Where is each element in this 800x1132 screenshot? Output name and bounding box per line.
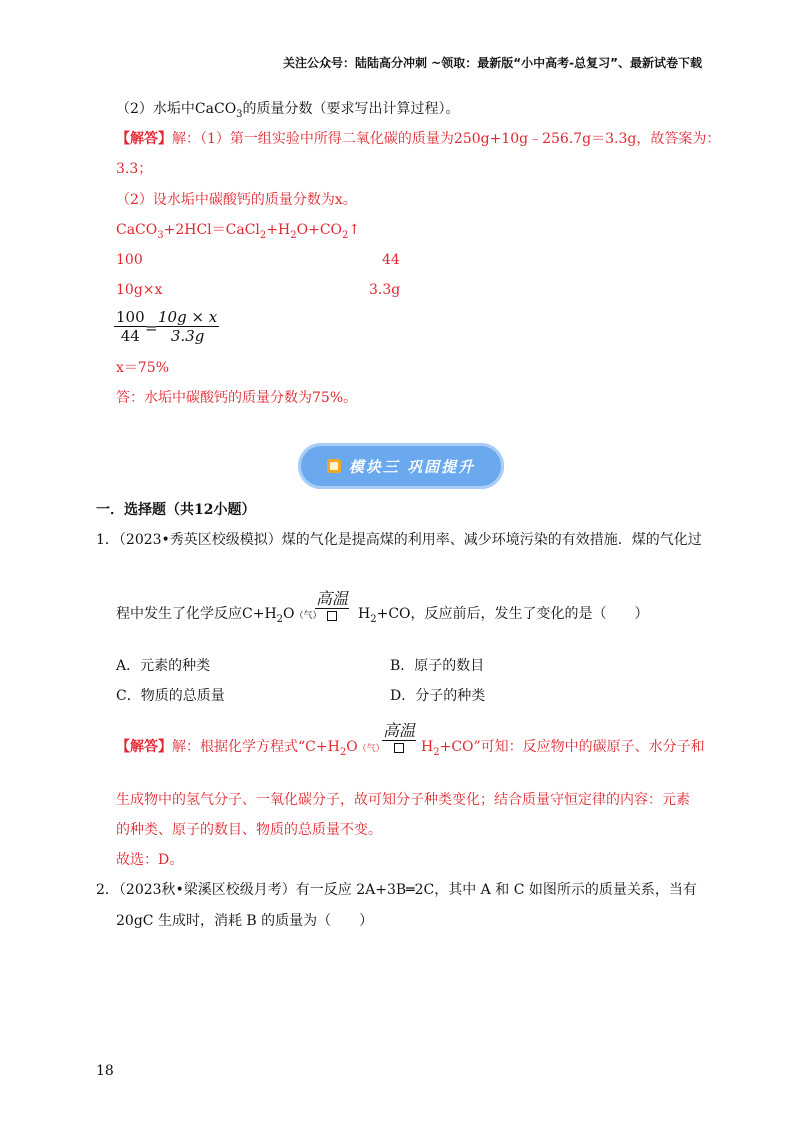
fraction-equals: = bbox=[145, 319, 158, 337]
option-d[interactable]: D．分子的种类 bbox=[390, 688, 486, 704]
q1-text: O bbox=[283, 606, 295, 622]
q2-formula: CaCO bbox=[194, 101, 237, 117]
fraction-right-denominator: 3.3g bbox=[170, 327, 205, 345]
q2-prefix: （2）水垢中 bbox=[116, 101, 195, 117]
q2-prompt bbox=[116, 100, 460, 124]
answer-gas: （气） bbox=[357, 744, 385, 754]
eq-part: CaCO bbox=[116, 222, 158, 238]
answer-text: 解：（1）第一组实验中所得二氧化碳的质量为250g+10g﹣256.7g＝3.3g，故答案为： bbox=[172, 131, 721, 147]
section-banner bbox=[298, 443, 504, 489]
condition-bar bbox=[315, 608, 349, 609]
answer-sub: 2 bbox=[339, 746, 347, 758]
prev-answer-line1 bbox=[116, 130, 720, 148]
q1-answer-line1 bbox=[116, 738, 385, 762]
condition-text: 高温 bbox=[315, 589, 348, 608]
eq-sub: 2 bbox=[342, 229, 349, 241]
q1-line2-tail bbox=[358, 605, 649, 629]
eq-arrow: ↑ bbox=[348, 222, 361, 238]
fraction-left bbox=[114, 308, 147, 345]
q1-answer-line1-tail bbox=[421, 738, 705, 762]
condition-box bbox=[394, 743, 404, 753]
conclusion: 答：水垢中碳酸钙的质量分数为75%。 bbox=[116, 390, 358, 406]
option-b[interactable]: B．原子的数目 bbox=[390, 658, 485, 674]
sample-mass-left: 10g×x bbox=[116, 282, 163, 298]
q2-line2: 20gC 生成时，消耗 B 的质量为（ ） bbox=[116, 913, 374, 929]
answer-text: H bbox=[421, 739, 434, 755]
page-number: 18 bbox=[96, 1063, 114, 1079]
fraction-left-denominator: 44 bbox=[120, 327, 140, 345]
banner-title: 模块三 巩固提升 bbox=[348, 457, 476, 476]
answer-text: 解：根据化学方程式“C+H bbox=[172, 739, 340, 755]
trophy-icon bbox=[327, 459, 341, 473]
q1-line2 bbox=[116, 605, 322, 629]
eq-sub: 3 bbox=[157, 229, 164, 241]
condition-bar bbox=[382, 740, 416, 741]
reaction-condition bbox=[312, 590, 352, 621]
fraction-left-numerator: 100 bbox=[116, 308, 145, 326]
condition-box bbox=[327, 611, 337, 621]
q2-suffix: 的质量分数（要求写出计算过程）。 bbox=[242, 101, 460, 117]
q1-text: H bbox=[358, 606, 371, 622]
eq-part: +2HCl＝CaCl bbox=[163, 222, 260, 238]
sample-mass-right: 3.3g bbox=[369, 282, 401, 298]
fraction-right-numerator: 10g × x bbox=[158, 308, 218, 326]
prev-answer-line3: （2）设水垢中碳酸钙的质量分数为x。 bbox=[116, 192, 357, 208]
x-result: x＝75% bbox=[116, 360, 170, 376]
fraction-right bbox=[156, 308, 219, 345]
molar-mass-left: 100 bbox=[116, 252, 143, 268]
q2-line1: 2．（2023秋•梁溪区校级月考）有一反应 2A+3B═2C，其中 A 和 C 如图所示的质量关系，当有 bbox=[96, 882, 697, 898]
eq-sub: 2 bbox=[259, 229, 267, 241]
q1-text: 程中发生了化学反应C+H bbox=[116, 606, 277, 622]
q1-answer-line3: 的种类、原子的数目、物质的总质量不变。 bbox=[116, 822, 382, 838]
q1-text: +CO，反应前后，发生了变化的是（ ） bbox=[376, 606, 649, 622]
option-c[interactable]: C．物质的总质量 bbox=[116, 688, 225, 704]
prev-answer-line2: 3.3； bbox=[116, 161, 153, 177]
chemical-equation bbox=[116, 221, 360, 245]
answer-text: O bbox=[346, 739, 358, 755]
answer-text: +CO”可知：反应物中的碳原子、水分子和 bbox=[439, 739, 705, 755]
answer-label: 【解答】 bbox=[116, 739, 172, 755]
answer-reaction-condition bbox=[379, 722, 419, 753]
eq-part: +H bbox=[266, 222, 291, 238]
q1-sub: 2 bbox=[276, 613, 284, 625]
q1-answer-line2: 生成物中的氢气分子、一氧化碳分子，故可知分子种类变化；结合质量守恒定律的内容：元素 bbox=[116, 792, 690, 808]
q1-gas: （气） bbox=[294, 611, 322, 621]
answer-sub: 2 bbox=[433, 746, 440, 758]
molar-mass-right: 44 bbox=[382, 252, 400, 268]
q1-line1: 1．（2023•秀英区校级模拟）煤的气化是提高煤的利用率、减少环境污染的有效措施．煤的气化过 bbox=[96, 532, 702, 548]
q1-sub: 2 bbox=[370, 613, 377, 625]
answer-label: 【解答】 bbox=[116, 131, 172, 147]
option-a[interactable]: A．元素的种类 bbox=[116, 658, 211, 674]
section-title: 一．选择题（共12小题） bbox=[96, 502, 256, 518]
page-header: 关注公众号：陆陆高分冲刺 ~领取：最新版“小中高考-总复习”、最新试卷下载 bbox=[283, 56, 702, 70]
q2-formula-sub: 3 bbox=[236, 108, 243, 120]
condition-text: 高温 bbox=[382, 721, 415, 740]
q1-choice: 故选：D。 bbox=[116, 852, 184, 868]
eq-sub: 2 bbox=[290, 229, 297, 241]
eq-part: O+CO bbox=[296, 222, 343, 238]
